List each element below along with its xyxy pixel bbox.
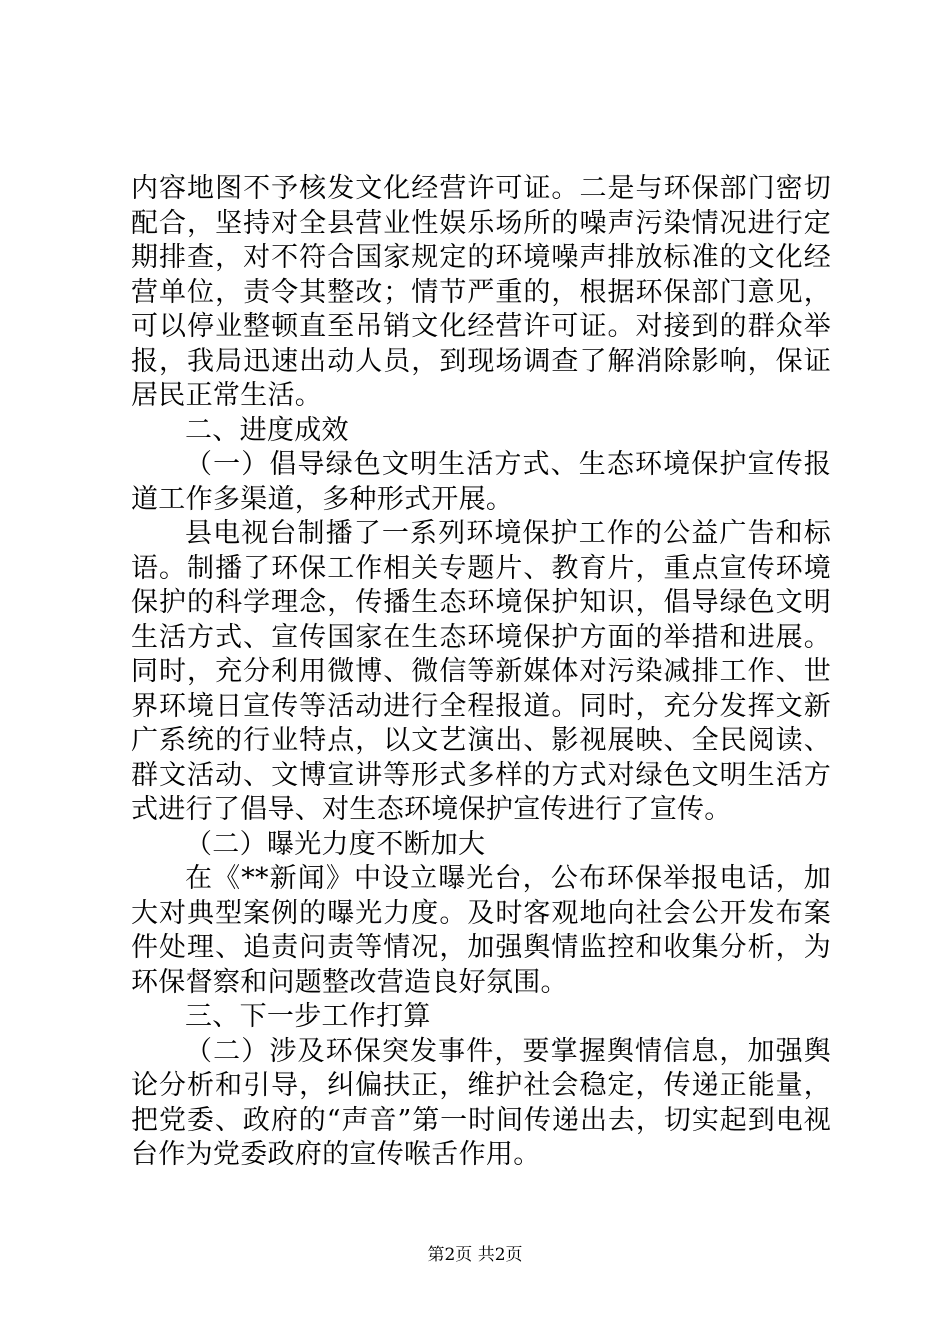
page-footer: [0, 1245, 950, 1265]
subheading-green-lifestyle: （一）倡导绿色文明生活方式、生态环境保护宣传报道工作多渠道，多种形式开展。: [131, 449, 831, 515]
paragraph-continuation: 内容地图不予核发文化经营许可证。二是与环保部门密切配合，坚持对全县营业性娱乐场所的噪声污染情况进行定期排查，对不符合国家规定的环境噪声排放标准的文化经营单位，责令其整改；情节严重的，根据环保部门意见，可以停业整顿直至吊销文化经营许可证。对接到的群众举报，我局迅速出动人员，到现场调查了解消除影响，保证居民正常生活。: [131, 173, 831, 411]
paragraph-exposure: 在《**新闻》中设立曝光台，公布环保举报电话，加大对典型案例的曝光力度。及时客观地向社会公开发布案件处理、追责问责等情况，加强舆情监控和收集分析，为环保督察和问题整改营造良好氛围。: [131, 863, 831, 998]
subheading-exposure: （二）曝光力度不断加大: [185, 828, 486, 860]
paragraph-tv-station: 县电视台制播了一系列环境保护工作的公益广告和标语。制播了环保工作相关专题片、教育片，重点宣传环境保护的科学理念，传播生态环境保护知识，倡导绿色文明生活方式、宣传国家在生态环境保护方面的举措和进展。同时，充分利用微博、微信等新媒体对污染减排工作、世界环境日宣传等活动进行全程报道。同时，充分发挥文新广系统的行业特点，以文艺演出、影视展映、全民阅读、群文活动、文博宣讲等形式多样的方式对绿色文明生活方式进行了倡导、对生态环境保护宣传进行了宣传。: [131, 518, 831, 825]
section-heading-progress: 二、进度成效: [185, 414, 349, 446]
document-body: [131, 172, 831, 1173]
page-number-label: 第2页 共2页: [427, 1245, 523, 1265]
section-heading-next-steps: 三、下一步工作打算: [185, 1001, 431, 1032]
paragraph-next-steps: （二）涉及环保突发事件，要掌握舆情信息，加强舆论分析和引导，纠偏扶正，维护社会稳定，传递正能量，把党委、政府的“声音”第一时间传递出去，切实起到电视台作为党委政府的宣传喉舌作用。: [131, 1035, 831, 1170]
